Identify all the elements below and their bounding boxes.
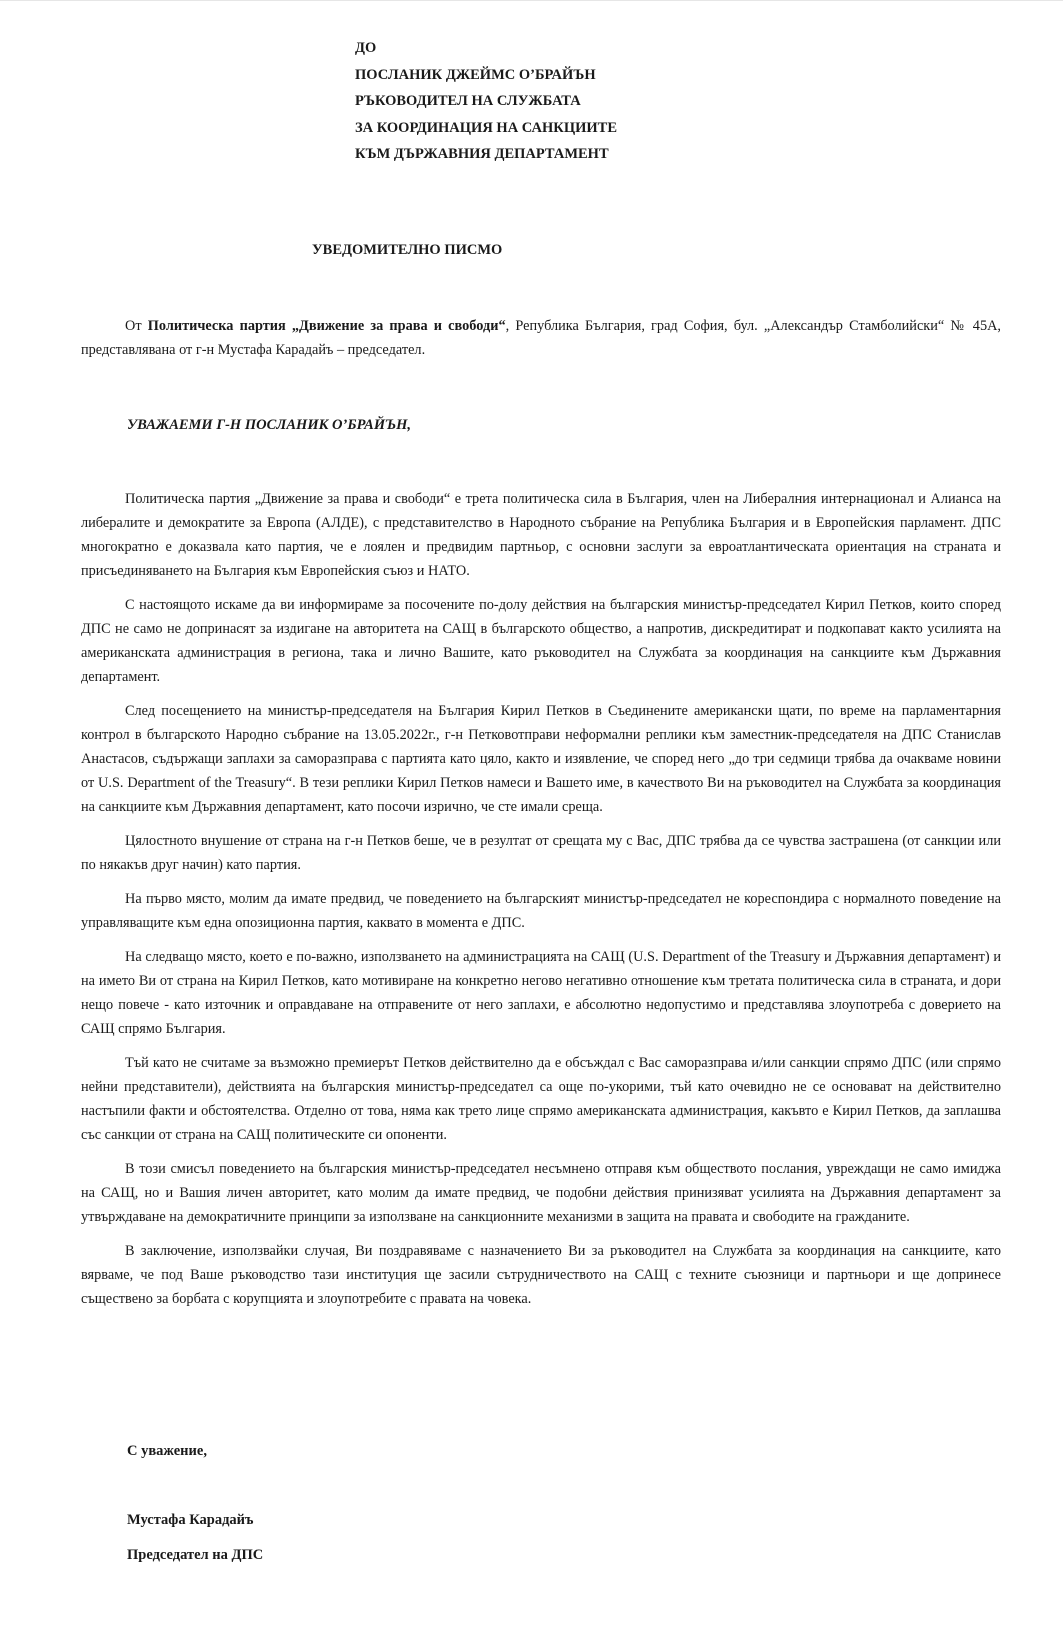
sender-party-name: Политическа партия „Движение за права и свободи“ (147, 318, 506, 334)
sender-block (81, 314, 1001, 362)
body-paragraph: Тъй като не считаме за възможно премиерът Петков действително да е обсъждал с Вас саморазправа и/или санкции спрямо ДПС (или спрямо нейни представители), действията на българския министър-председател са още по-укорими, тъй като очевидно не се основават на действително настъпили факти и обстоятелства. Отделно от това, няма как трето лице спрямо американската администрация, какъвто е Кирил Петков, да заплашва със санкции от страна на САЩ политическите си опоненти. (81, 1055, 1001, 1143)
sender-prefix: От (125, 318, 148, 334)
body-paragraph: С настоящото искаме да ви информираме за посочените по-долу действия на българския министър-председател Кирил Петков, които според ДПС не само не допринасят за издигане на авторитета на САЩ в българското общество, а напротив, дискредитират и подкопават както усилията на американската администрация в региона, така и лично Вашите, като ръководител на Службата за координация на санкциите към Държавния департамент. (81, 597, 1001, 685)
body-paragraph: След посещението на министър-председателя на България Кирил Петков в Съединените американски щати, по време на парламентарния контрол в българското Народно събрание на 13.05.2022г., г-н Петковотправи неформални реплики към заместник-председателя на ДПС Станислав Анастасов, съдържащи заплахи за саморазправа с партията като цяло, както и изявление, че според него „до три седмици трябва да очакваме новини от U.S. Department of the Treasury“. В тези реплики Кирил Петков намеси и Вашето име, в качеството Ви на ръководител на Службата за координация на санкциите към Държавния департамент, като посочи изрично, че сте имали среща. (81, 703, 1001, 815)
sender-paragraph (81, 314, 1001, 362)
signer-name: Мустафа Карадайъ (127, 1512, 254, 1528)
addressee-line: КЪМ ДЪРЖАВНИЯ ДЕПАРТАМЕНТ (355, 146, 609, 162)
letter-title: УВЕДОМИТЕЛНО ПИСМО (312, 242, 503, 258)
addressee-line: РЪКОВОДИТЕЛ НА СЛУЖБАТА (355, 93, 581, 109)
body-paragraph: На следващо място, което е по-важно, използването на администрацията на САЩ (U.S. Department of the Treasury и Държавния департамент) и на името Ви от страна на Кирил Петков, като мотивиране на конкретно негово негативно отношение към третата политическа сила в страната, и дори нещо повече - като източник и оправдаване на отправените от него заплахи, е абсолютно недопустимо и представлява злоупотреба с доверието на САЩ спрямо България. (81, 949, 1001, 1037)
body-paragraph: Цялостното внушение от страна на г-н Петков беше, че в резултат от срещата му с Вас, ДПС трябва да се чувства застрашена (от санкции или по някакъв друг начин) като партия. (81, 833, 1001, 873)
addressee-line: ЗА КООРДИНАЦИЯ НА САНКЦИИТЕ (355, 119, 617, 136)
sender-details: , Република България, град София, бул. „Александър Стамболийски“ № 45А, представлявана от г-н Мустафа Карадайъ – председател. (81, 318, 1001, 358)
addressee-line: ДО (355, 40, 377, 56)
letter-body (81, 487, 1001, 1321)
addressee-block (355, 35, 617, 168)
body-paragraph: В заключение, използвайки случая, Ви поздравяваме с назначението Ви за ръководител на Службата за координация на санкциите, като вярваме, че под Ваше ръководство тази институция ще засили сътрудничеството на САЩ с техните съюзници и партньори и ще допринесе съществено за борбата с корупцията и злоупотребите с правата на човека. (81, 1243, 1001, 1307)
signer-title: Председател на ДПС (127, 1547, 264, 1563)
closing-phrase: С уважение, (127, 1443, 207, 1459)
body-paragraph: На първо място, молим да имате предвид, че поведението на българският министър-председател не кореспондира с нормалното поведение на управляващите към една опозиционна партия, каквато в момента е ДПС. (81, 891, 1001, 931)
body-paragraph: Политическа партия „Движение за права и свободи“ е трета политическа сила в България, член на Либералния интернационал и Алианса на либералите и демократите за Европа (АЛДЕ), с представителство в Народното събрание на Република България и в Европейския парламент. ДПС многократно е доказвала като партия, че е лоялен и предвидим партньор, с основни заслуги за евроатлантическата ориентация на страната и присъединяването на България към Европейския съюз и НАТО. (81, 491, 1001, 579)
salutation: УВАЖАЕМИ Г-Н ПОСЛАНИК О’БРАЙЪН, (127, 417, 412, 433)
addressee-line: ПОСЛАНИК ДЖЕЙМС О’БРАЙЪН (355, 66, 596, 83)
body-paragraph: В този смисъл поведението на българския министър-председател несъмнено отправя към обществото послания, увреждащи не само имиджа на САЩ, но и Вашия личен авторитет, като молим да имате предвид, че подобни действия принизяват усилията на Държавния департамент за утвърждаване на демократичните принципи за използване на санкционните механизми в защита на правата и свободите на гражданите. (81, 1161, 1001, 1225)
